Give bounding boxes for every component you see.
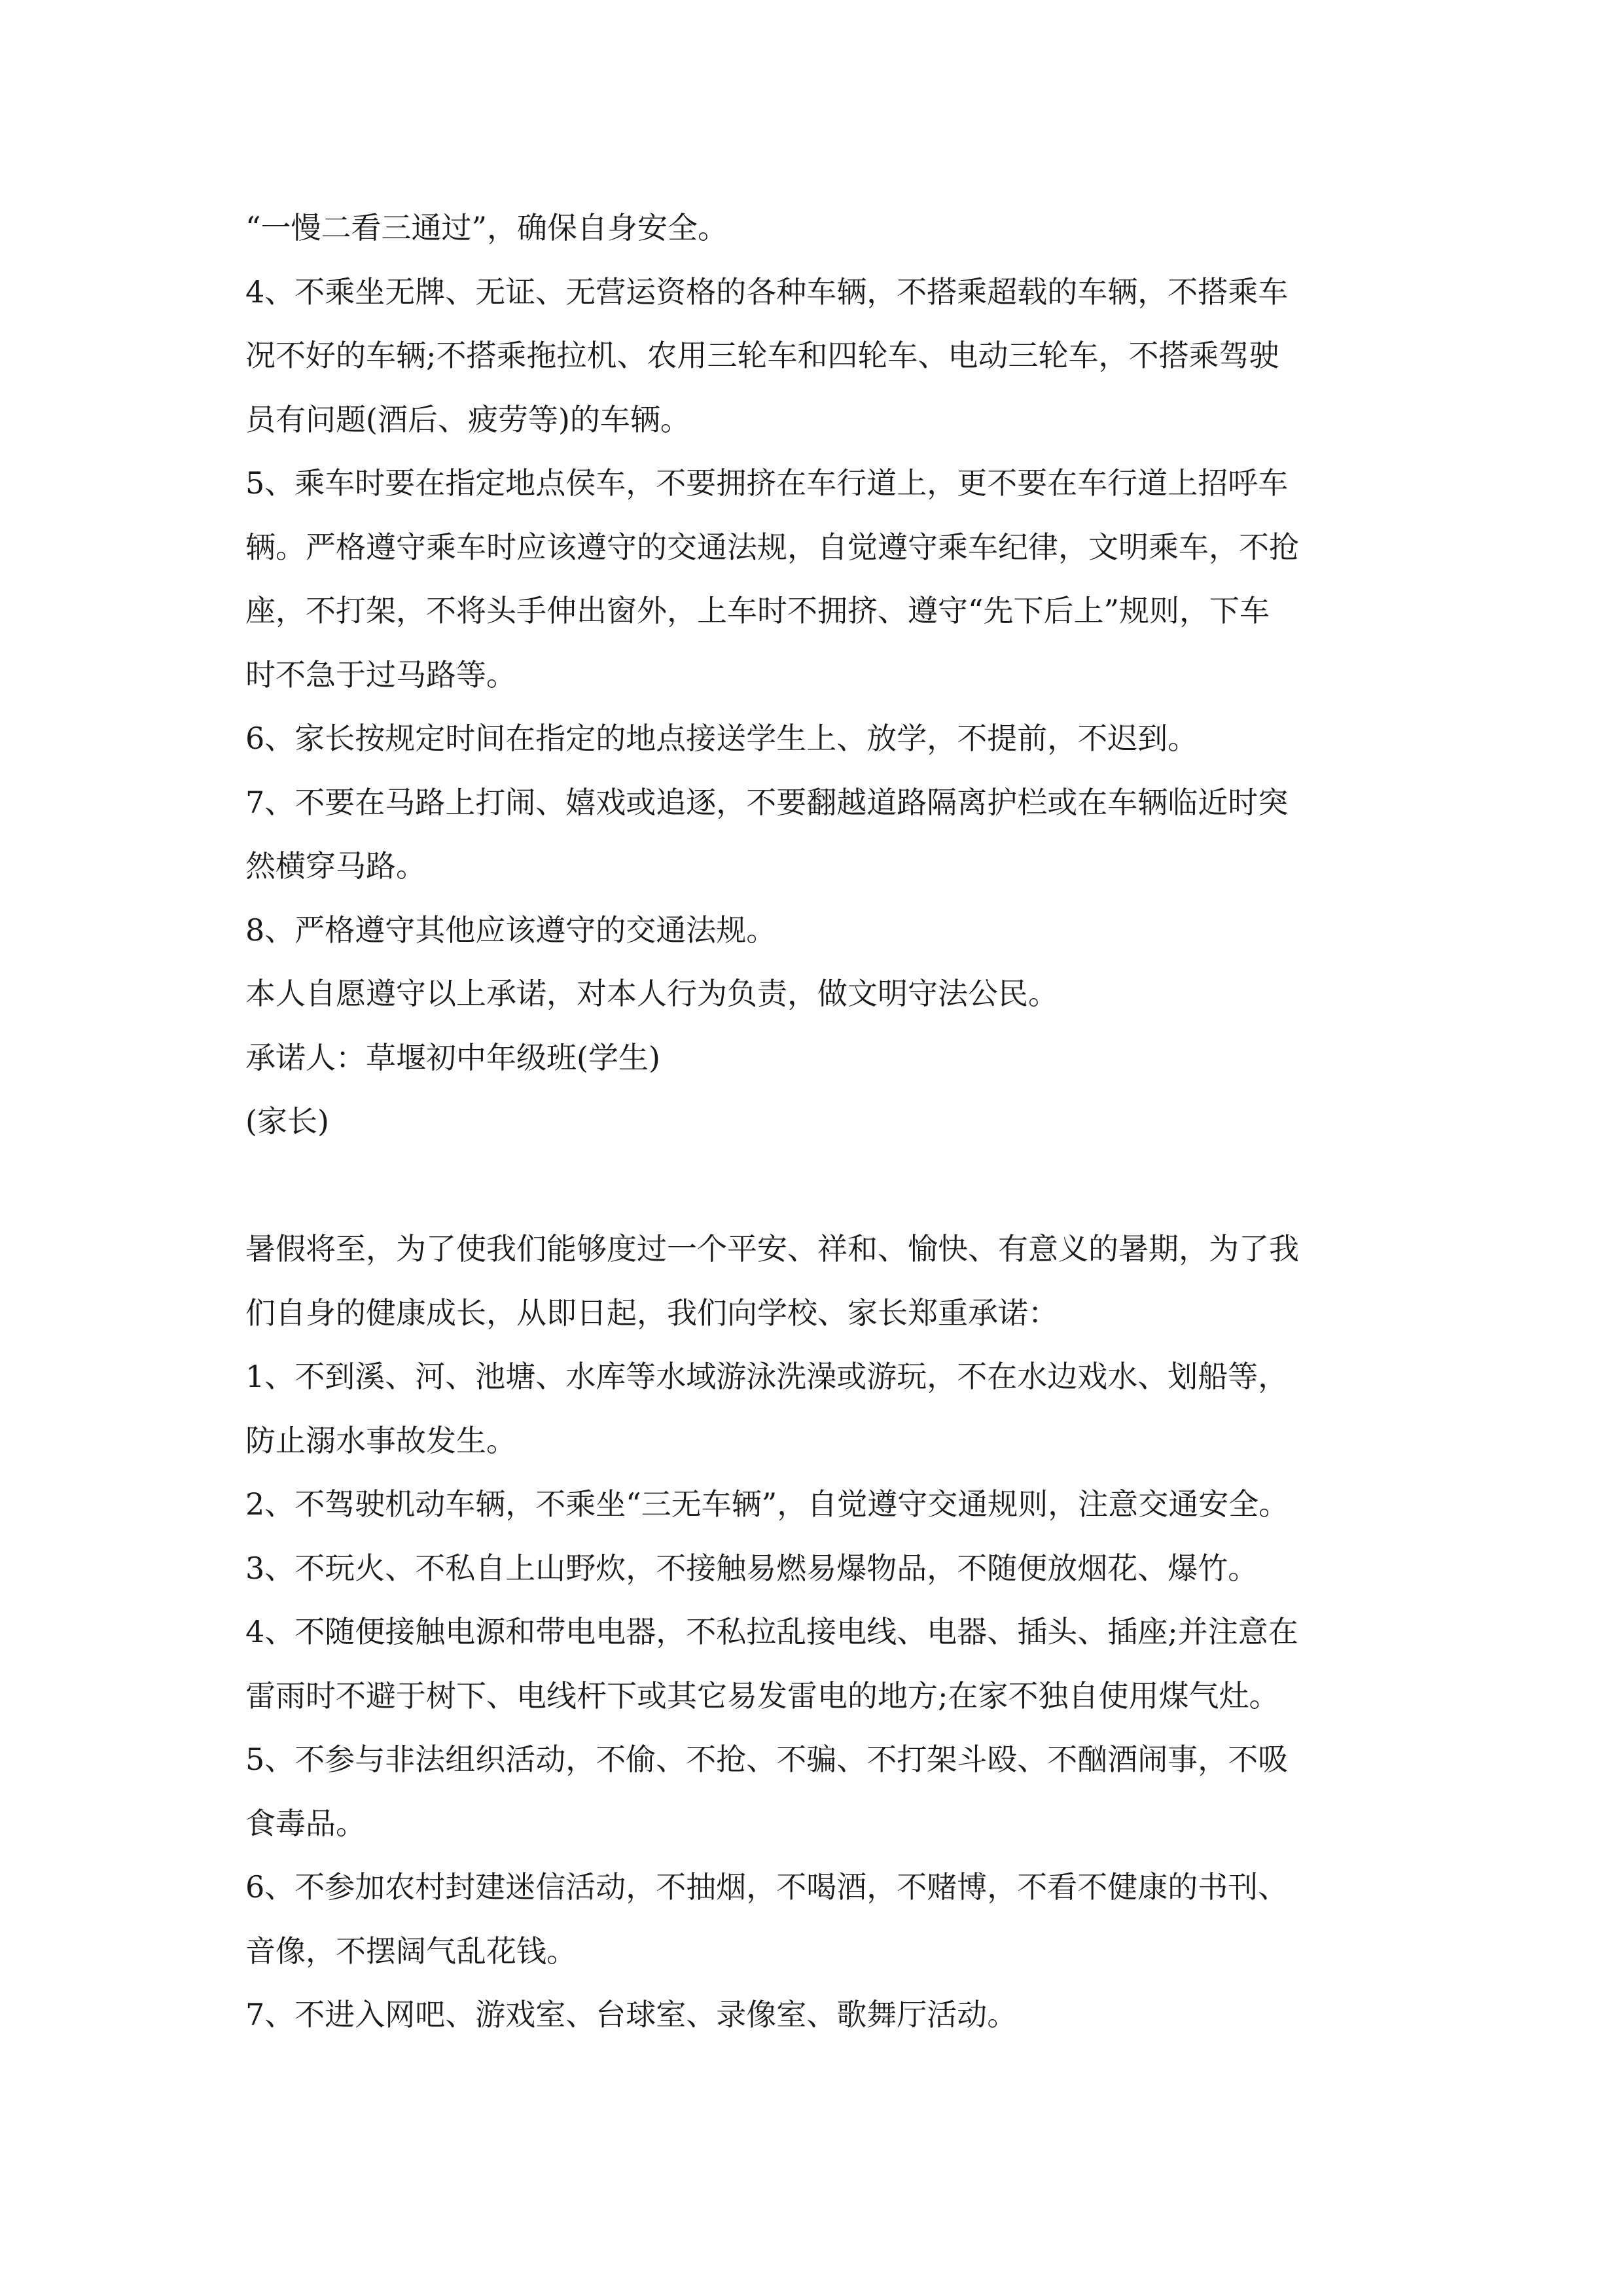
text-line: 4、不随便接触电源和带电电器，不私拉乱接电线、电器、插头、插座;并注意在	[245, 1614, 1298, 1649]
text-line: 然横穿马路。	[245, 848, 426, 884]
text-line: 音像，不摆阔气乱花钱。	[245, 1933, 577, 1969]
text-line: 时不急于过马路等。	[245, 656, 516, 692]
text-line: 座，不打架，不将头手伸出窗外，上车时不拥挤、遵守“先下后上”规则，下车	[245, 593, 1270, 628]
text-line: 1、不到溪、河、池塘、水库等水域游泳洗澡或游玩，不在水边戏水、划船等，	[245, 1359, 1289, 1394]
text-line: 4、不乘坐无牌、无证、无营运资格的各种车辆，不搭乘超载的车辆，不搭乘车	[245, 274, 1289, 310]
text-line: 2、不驾驶机动车辆，不乘坐“三无车辆”，自觉遵守交通规则，注意交通安全。	[245, 1486, 1289, 1522]
signature-line-parent: (家长)	[245, 1103, 329, 1139]
text-line: 食毒品。	[245, 1805, 366, 1841]
section-spacer	[245, 1154, 1397, 1218]
section-summer-pledge	[245, 1217, 1397, 2047]
text-line: 们自身的健康成长，从即日起，我们向学校、家长郑重承诺：	[245, 1295, 1058, 1331]
text-line: 员有问题(酒后、疲劳等)的车辆。	[245, 401, 690, 437]
text-line: “一慢二看三通过”，确保自身安全。	[245, 210, 728, 245]
signature-line-student: 承诺人：草堰初中年级班(学生)	[245, 1039, 660, 1075]
text-line: 7、不进入网吧、游戏室、台球室、录像室、歌舞厅活动。	[245, 1997, 1018, 2032]
text-line: 辆。严格遵守乘车时应该遵守的交通法规，自觉遵守乘车纪律，文明乘车，不抢	[245, 529, 1299, 565]
text-line: 防止溺水事故发生。	[245, 1422, 516, 1458]
text-line: 6、家长按规定时间在指定的地点接送学生上、放学，不提前，不迟到。	[245, 721, 1198, 756]
text-line: 5、不参与非法组织活动，不偷、不抢、不骗、不打架斗殴、不酗酒闹事，不吸	[245, 1742, 1289, 1777]
document-body	[245, 196, 1397, 2047]
text-line: 3、不玩火、不私自上山野炊，不接触易燃易爆物品，不随便放烟花、爆竹。	[245, 1550, 1258, 1586]
text-line: 况不好的车辆;不搭乘拖拉机、农用三轮车和四轮车、电动三轮车，不搭乘驾驶	[245, 338, 1279, 373]
text-line: 5、乘车时要在指定地点侯车，不要拥挤在车行道上，更不要在车行道上招呼车	[245, 465, 1289, 501]
text-line: 暑假将至，为了使我们能够度过一个平安、祥和、愉快、有意义的暑期，为了我	[245, 1231, 1299, 1266]
text-line: 6、不参加农村封建迷信活动，不抽烟，不喝酒，不赌博，不看不健康的书刊、	[245, 1869, 1289, 1905]
text-line: 8、严格遵守其他应该遵守的交通法规。	[245, 912, 777, 948]
text-line: 雷雨时不避于树下、电线杆下或其它易发雷电的地方;在家不独自使用煤气灶。	[245, 1677, 1279, 1713]
section-traffic-pledge	[245, 196, 1397, 1154]
text-line: 7、不要在马路上打闹、嬉戏或追逐，不要翻越道路隔离护栏或在车辆临近时突	[245, 784, 1289, 820]
text-line: 本人自愿遵守以上承诺，对本人行为负责，做文明守法公民。	[245, 976, 1058, 1011]
